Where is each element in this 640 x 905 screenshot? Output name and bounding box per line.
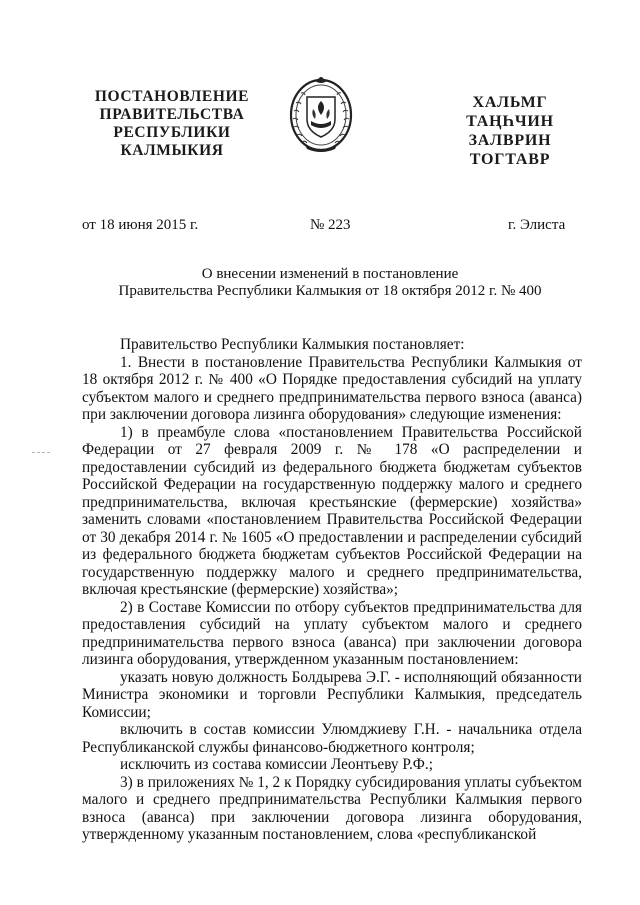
document-date: от 18 июня 2015 г.	[82, 217, 199, 233]
document-number: № 223	[310, 217, 351, 233]
header-right-line: ЗАЛВРИН	[468, 132, 552, 149]
title-line-1: О внесении изменений в постановление	[201, 266, 459, 282]
header-right-line: ХАЛЬМГ	[472, 94, 548, 111]
header-left-block	[82, 88, 262, 160]
margin-mark	[32, 452, 50, 453]
document-body	[82, 336, 582, 844]
body-paragraph: 3) в приложениях № 1, 2 к Порядку субсидирования уплаты субъектом малого и среднего предпринимательства Республики Калмыкия первого взноса (аванса) при заключении договора лизинга оборудования, утвержденному указанным постановлением, слова «республиканской	[82, 773, 582, 843]
header-left-line: РЕСПУБЛИКИ	[113, 124, 231, 141]
header-right-line: ТОГТАВР	[469, 151, 551, 168]
document-title	[60, 266, 600, 300]
header-left-line: КАЛМЫКИЯ	[120, 142, 224, 159]
kalmykia-coat-of-arms-icon	[287, 75, 355, 155]
body-paragraph: включить в состав комиссии Улюмджиеву Г.Н. - начальника отдела Республиканской службы финансово-бюджетного контроля;	[82, 721, 582, 756]
body-paragraph: исключить из состава комиссии Леонтьеву Р.Ф.;	[120, 756, 433, 773]
title-line-2: Правительства Республики Калмыкия от 18 октября 2012 г. № 400	[118, 283, 542, 299]
document-city: г. Элиста	[508, 217, 566, 233]
header-left-line: ПОСТАНОВЛЕНИЕ	[94, 88, 250, 105]
body-paragraph: 1. Внести в постановление Правительства Республики Калмыкия от 18 октября 2012 г. № 400 «О Порядке предоставления субсидий на уплату субъектом малого и среднего предпринимательства первого взноса (аванса) при заключении договора лизинга оборудования» следующие изменения:	[82, 353, 582, 423]
header-left-line: ПРАВИТЕЛЬСТВА	[99, 106, 245, 123]
header-right-line: ТАҢҺЧИН	[466, 113, 554, 130]
body-paragraph: указать новую должность Болдырева Э.Г. - исполняющий обязанности Министра экономики и торговли Республики Калмыкия, председатель Комиссии;	[82, 668, 582, 721]
body-paragraph: Правительство Республики Калмыкия постановляет:	[120, 336, 465, 353]
header-right-block	[435, 93, 585, 169]
body-paragraph: 1) в преамбуле слова «постановлением Правительства Российской Федерации от 27 февраля 2009 г. № 178 «О распределении и предоставлении субсидий из федерального бюджета бюджетам субъектов Российской Федерации на государственную поддержку малого и среднего предпринимательства, включая крестьянские (фермерские) хозяйства» заменить словами «постановлением Правительства Российской Федерации от 30 декабря 2014 г. № 1605 «О предоставлении и распределении субсидий из федерального бюджета бюджетам субъектов Российской Федерации на государственную поддержку малого и среднего предпринимательства, включая крестьянские (фермерские) хозяйства»;	[82, 423, 582, 598]
body-paragraph: 2) в Составе Комиссии по отбору субъектов предпринимательства для предоставления субсидий на уплату субъектом малого и среднего предпринимательства первого взноса (аванса) при заключении договора лизинга оборудования, утвержденном указанным постановлением:	[82, 598, 582, 668]
